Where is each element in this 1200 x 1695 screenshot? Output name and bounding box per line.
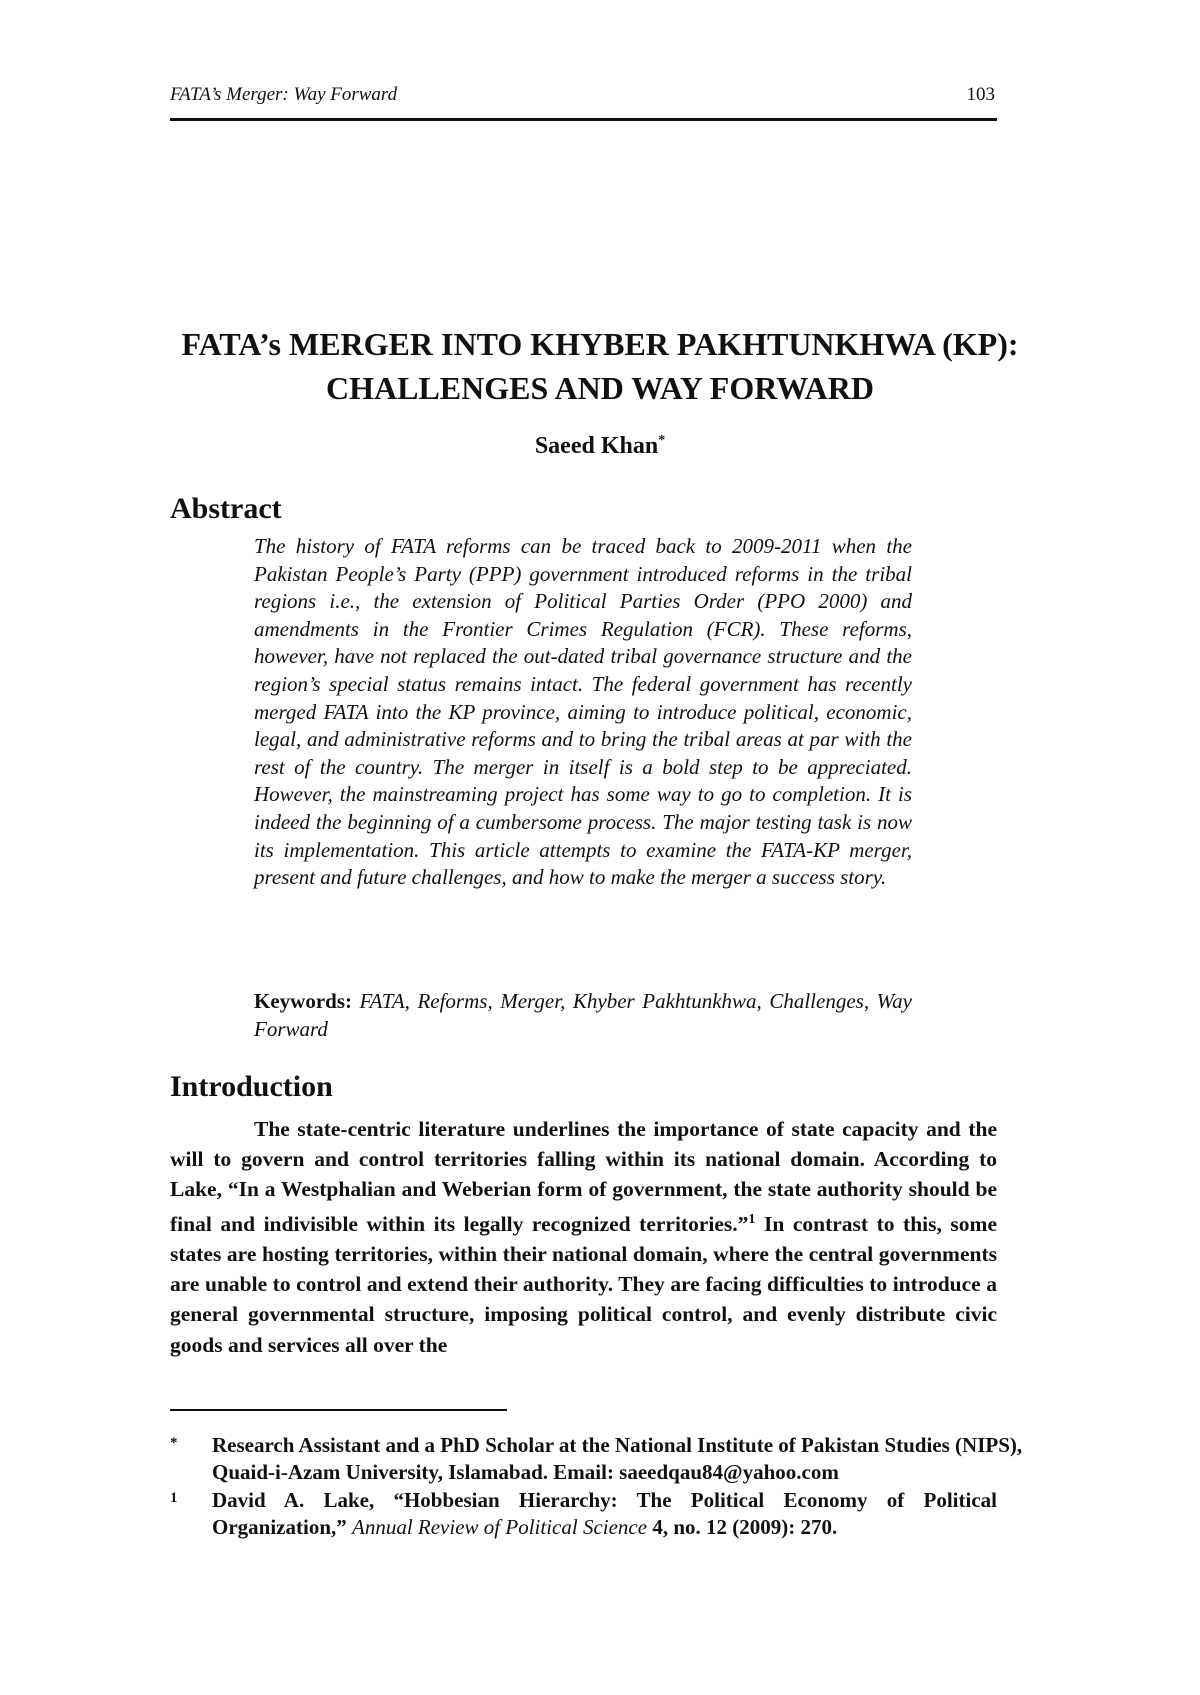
footnote-1-mark: 1	[170, 1490, 178, 1506]
footnote-ref-1: 1	[748, 1211, 756, 1227]
abstract-heading: Abstract	[170, 492, 282, 525]
introduction-heading: Introduction	[170, 1070, 333, 1103]
header-rule	[170, 118, 997, 121]
introduction-text-2: In contrast to this, some states are hosting territories, within their national domain, where the central governments are unable to control and extend their authority. They are facing difficulties to introduce a general governmental structure, imposing political control, and evenly distribute civic goods and services all over the	[170, 1211, 997, 1357]
title-line-2: CHALLENGES AND WAY FORWARD	[325, 370, 874, 406]
footnote-author	[170, 1432, 1040, 1486]
keywords-label: Keywords:	[254, 989, 352, 1013]
footnote-star-mark: *	[170, 1435, 178, 1451]
article-title	[150, 322, 1050, 410]
author-name: Saeed Khan	[534, 433, 659, 459]
author-footnote-mark: *	[658, 433, 666, 448]
footnote-rule	[170, 1409, 507, 1411]
introduction-text-1: The state-centric literature underlines the importance of state capacity and the will to govern and control territories falling within its national domain. According to Lake, “In a Westphalian and Weberian form of government, the state authority should be final and indivisible within its legally recognized territories.”	[170, 1117, 997, 1236]
footnote-1-text: David A. Lake, “Hobbesian Hierarchy: The Political Economy of Political Organization,”	[212, 1488, 997, 1539]
running-title: FATA’s Merger: Way Forward	[170, 84, 398, 105]
footnote-star-text: Research Assistant and a PhD Scholar at the National Institute of Pakistan Studies (NIPS), Quaid-i-Azam University, Islamabad. Email: saeedqau84@yahoo.com	[212, 1433, 1023, 1484]
footnote-1	[170, 1487, 997, 1541]
keywords	[254, 988, 912, 1043]
author-line	[150, 433, 1050, 460]
introduction-paragraph	[170, 1114, 997, 1360]
footnote-1-citation: 4, no. 12 (2009): 270.	[652, 1515, 838, 1539]
footnote-1-body	[212, 1487, 997, 1541]
footnote-1-journal: Annual Review of Political Science	[352, 1515, 648, 1539]
keywords-text: FATA, Reforms, Merger, Khyber Pakhtunkhwa, Challenges, Way Forward	[254, 989, 913, 1041]
abstract-text: The history of FATA reforms can be traced back to 2009-2011 when the Pakistan People’s Party (PPP) government introduced reforms in the tribal regions i.e., the extension of Political Parties Order (PPO 2000) and amendments in the Frontier Crimes Regulation (FCR). These reforms, however, have not replaced the out-dated tribal governance structure and the region’s special status remains intact. The federal government has recently merged FATA into the KP province, aiming to introduce political, economic, legal, and administrative reforms and to bring the tribal areas at par with the rest of the country. The merger in itself is a bold step to be appreciated. However, the mainstreaming project has some way to go to completion. It is indeed the beginning of a cumbersome process. The major testing task is now its implementation. This article attempts to examine the FATA-KP merger, present and future challenges, and how to make the merger a success story.	[254, 534, 912, 890]
page-number: 103	[966, 84, 995, 105]
title-line-1: FATA’s MERGER INTO KHYBER PAKHTUNKHWA (KP):	[181, 326, 1019, 362]
